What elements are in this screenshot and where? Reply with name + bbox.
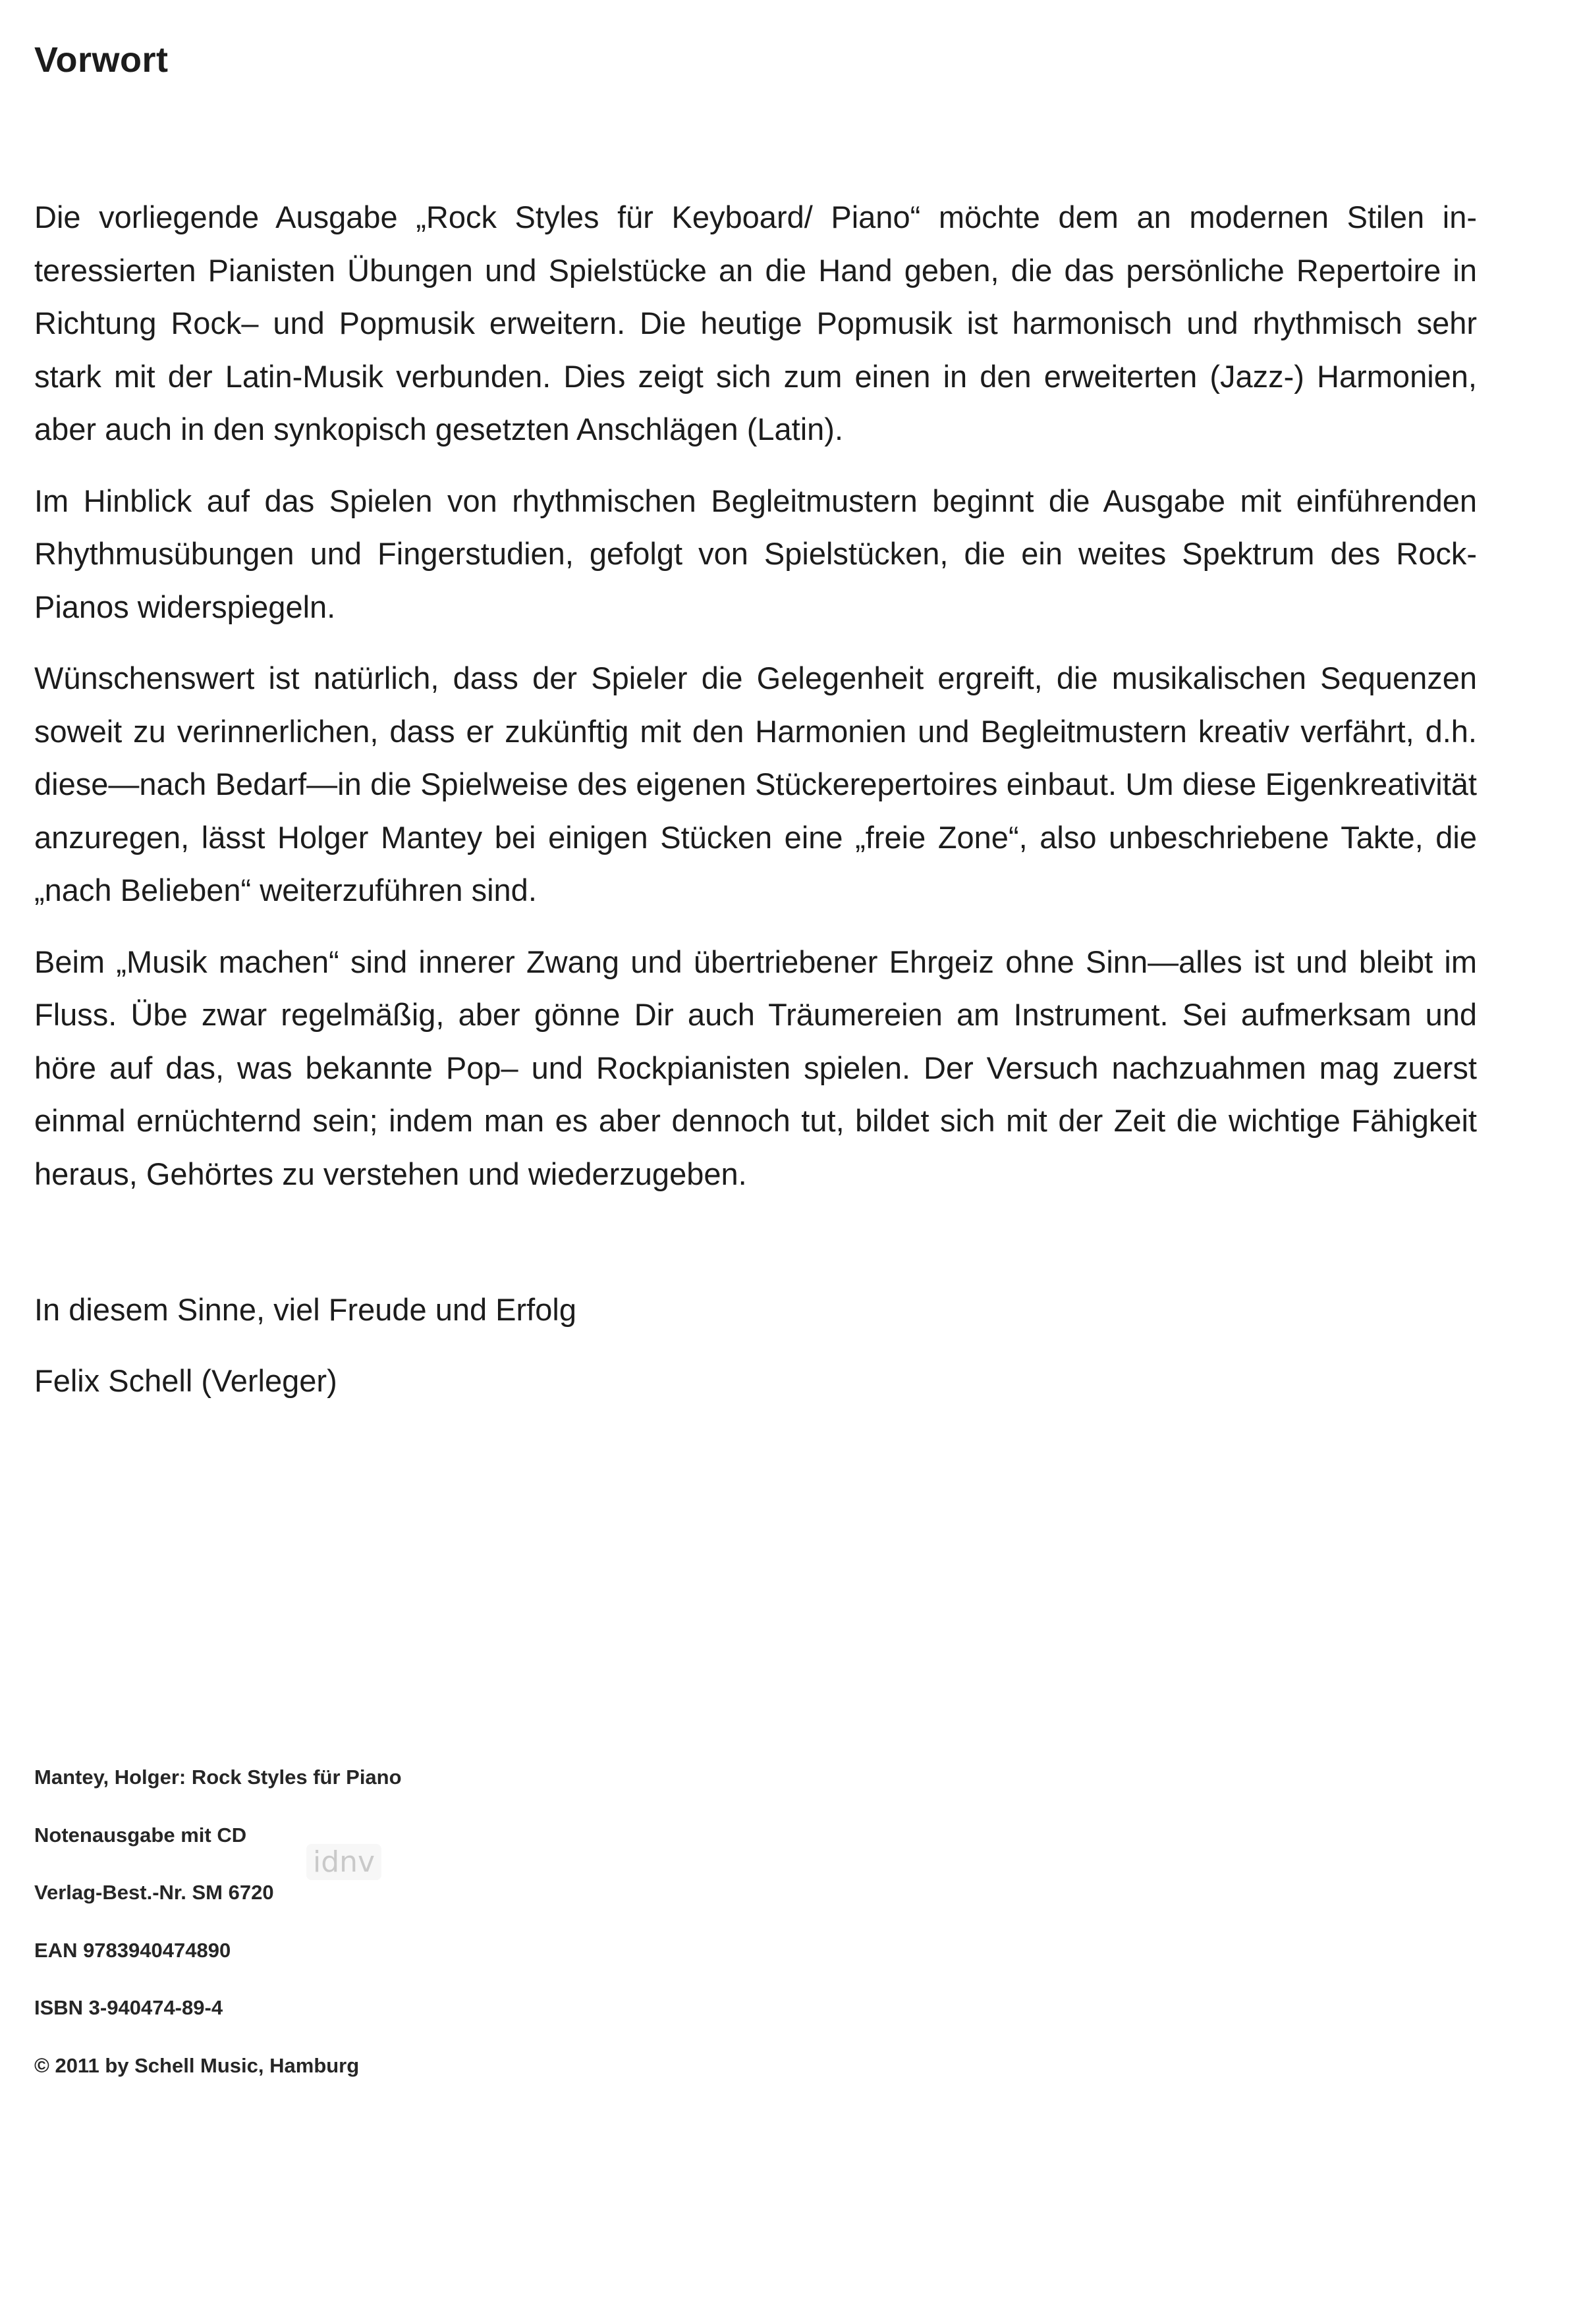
imprint-order-number: Verlag-Best.-Nr. SM 6720 — [34, 1881, 274, 1904]
watermark-logo: idnv — [306, 1844, 381, 1880]
imprint-isbn: ISBN 3-940474-89-4 — [34, 1996, 223, 2019]
paragraph-practice: Beim „Musik machen“ sind innerer Zwang und übertriebener Ehrgeiz ohne Sinn—alles ist und bleibt im Fluss. Übe zwar regelmäßig, aber gönne Dir auch Träumereien am Instrument. Sei aufmerksam und höre auf das, was bekannte Pop– und Rockpianisten spielen. Der Versuch nachzuahmen mag zuerst einmal ernüchternd sein; indem man es aber dennoch tut, bildet sich mit der Zeit die wichtige Fähigkeit heraus, Gehörtes zu verstehen und wiederzugeben. — [34, 944, 1477, 1191]
page-title: Vorwort — [34, 40, 169, 80]
paragraph-intro: Die vorliegende Ausgabe „Rock Styles für Keyboard/ Piano“ möchte dem an modernen Stilen interessierten Pianisten Übungen und Spielstücke an die Hand geben, die das persönliche Repertoire in Richtung Rock– und Popmusik erweitern. Die heutige Popmusik ist harmonisch und rhythmisch sehr stark mit der Latin-Musik verbunden. Dies zeigt sich zum einen in den erweiterten (Jazz-) Harmonien, aber auch in den synkopisch gesetzten Anschlägen (Latin). — [34, 200, 1477, 446]
imprint-copyright: © 2011 by Schell Music, Hamburg — [34, 2053, 360, 2077]
imprint-title: Mantey, Holger: Rock Styles für Piano — [34, 1766, 402, 1789]
imprint-block — [34, 1748, 825, 2094]
closing-greeting: In diesem Sinne, viel Freude und Erfolg — [34, 1292, 576, 1327]
paragraph-creativity: Wünschenswert ist natürlich, dass der Spieler die Gelegenheit ergreift, die musikalischen Sequenzen soweit zu verinnerlichen, dass er zukünftig mit den Harmonien und Begleitmustern kreativ verfährt, d.h. diese—nach Bedarf—in die Spielweise des eigenen Stückerepertoires einbaut. Um diese Eigenkreativität anzuregen, lässt Holger Mantey bei einigen Stücken eine „freie Zone“, also unbeschriebene Takte, die „nach Belieben“ weiterzuführen sind. — [34, 661, 1477, 907]
imprint-edition: Notenausgabe mit CD — [34, 1823, 247, 1847]
closing-block — [34, 1274, 1352, 1417]
foreword-body — [34, 191, 1477, 1219]
imprint-ean: EAN 9783940474890 — [34, 1938, 231, 1962]
paragraph-rhythm: Im Hinblick auf das Spielen von rhythmischen Begleitmustern beginnt die Ausgabe mit einführenden Rhythmusübungen und Fingerstudien, gefolgt von Spielstücken, die ein weites Spektrum des Rock-Pianos widerspiegeln. — [34, 483, 1477, 624]
signature: Felix Schell (Verleger) — [34, 1363, 337, 1398]
